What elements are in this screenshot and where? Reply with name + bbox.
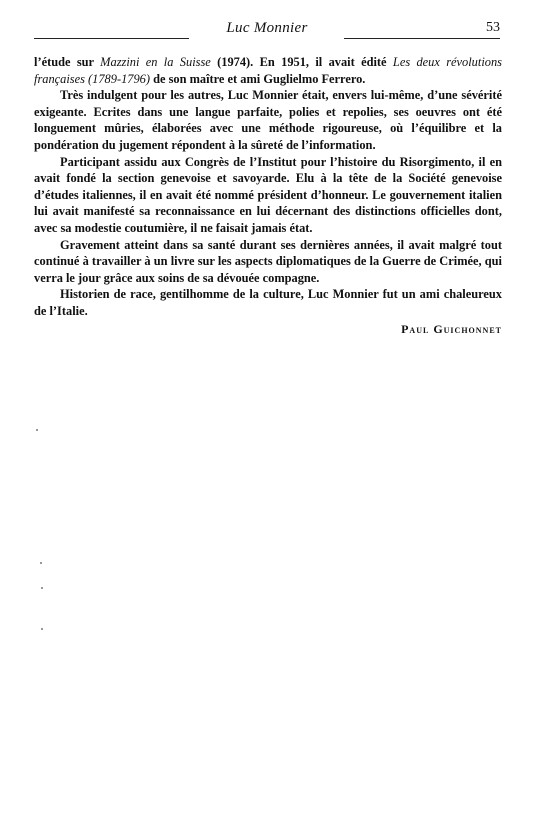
paragraph-1-seg-1: l’étude sur: [34, 55, 101, 69]
author-signature: Paul Guichonnet: [401, 321, 502, 336]
paragraph-2: Très indulgent pour les autres, Luc Monnier était, envers lui-même, d’une sévérité exigeante. Ecrites dans une langue parfaite, polies et repolies, ses oeuvres ont été longuement mûries, élaborées avec une méthode rigoureuse, où l’équilibre et la pondération du jugement répondent à la sûreté de l’information.: [34, 88, 502, 152]
header-rule-right: [344, 38, 500, 39]
scan-speck: [36, 429, 38, 431]
paragraph-5: Historien de race, gentilhomme de la culture, Luc Monnier fut un ami chaleureux de l’Italie.: [34, 287, 502, 318]
paragraph-1: [34, 54, 502, 87]
header-rule-left: [34, 38, 189, 39]
scan-speck: [41, 628, 43, 630]
paragraph-1-seg-5: de son maître et ami Guglielmo Ferrero.: [149, 71, 366, 86]
scan-speck: [40, 562, 42, 564]
paragraph-1-seg-4-italic: Les deux révolutions françaises (1789-1796): [34, 55, 502, 86]
scan-speck: [41, 587, 43, 589]
running-title: Luc Monnier: [226, 20, 308, 36]
article-body: [34, 54, 502, 337]
paragraph-3: Participant assidu aux Congrès de l’Institut pour l’histoire du Risorgimento, il en avait fondé la section genevoise et savoyarde. Elu à la tête de la Société genevoise d’études italiennes, il en avait été nommé président d’honneur. Le gouvernement italien lui avait manifesté sa reconnaissance en lui décernant des distinctions officielles dont, avec sa modestie coutumière, il ne faisait jamais état.: [34, 154, 502, 235]
paragraph-1-seg-3: (1974). En 1951, il avait édité: [210, 55, 393, 69]
page-header: [34, 18, 500, 40]
paragraph-4: Gravement atteint dans sa santé durant ses dernières années, il avait malgré tout continué à travailler à un livre sur les aspects diplomatiques de la Guerre de Crimée, qui verra le jour grâce aux soins de sa dévouée compagne.: [34, 237, 502, 285]
paragraph-1-seg-2-italic: Mazzini en la Suisse: [100, 55, 211, 69]
page-number: 53: [486, 20, 500, 35]
